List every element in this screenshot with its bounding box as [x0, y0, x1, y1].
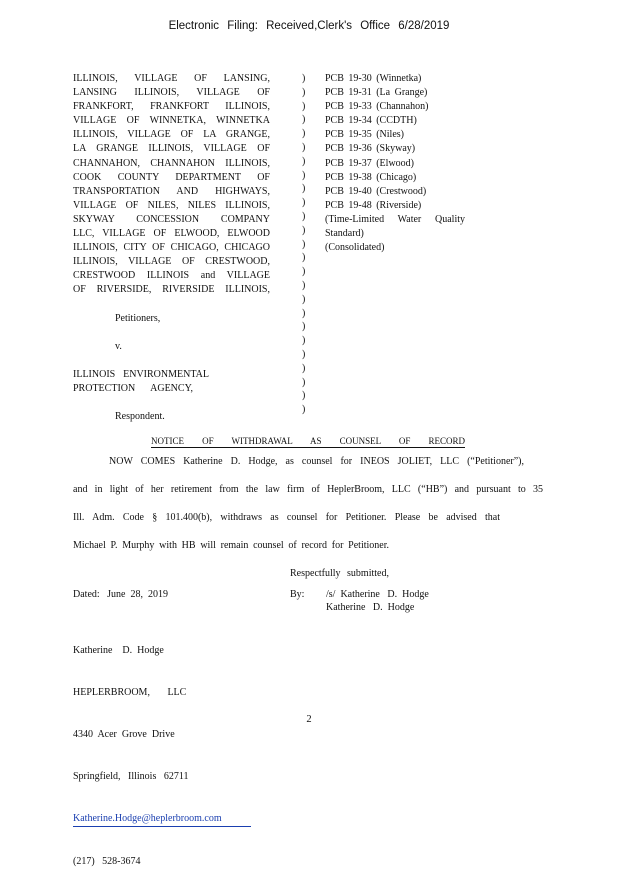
efiling-header: Electronic Filing: Received,Clerk's Office 6/28/2019 — [168, 20, 450, 32]
case-number: PCB 19-35 (Niles) — [325, 129, 404, 141]
petitioner-line: ILLINOIS, VILLAGE OF LANSING, — [73, 73, 270, 84]
case-number: PCB 19-37 (Elwood) — [325, 157, 414, 169]
caption-paren: ) — [302, 86, 306, 98]
caption-paren: ) — [302, 141, 306, 153]
case-number: PCB 19-30 (Winnetka) — [325, 73, 422, 84]
petitioner-line: TRANSPORTATION AND HIGHWAYS, — [73, 185, 270, 197]
dated-line: Dated: June 28, 2019 — [73, 589, 168, 600]
caption-paren: ) — [302, 128, 306, 140]
contact-phone: (217) 528-3674 — [73, 856, 141, 867]
case-number: PCB 19-38 (Chicago) — [325, 171, 417, 183]
notice-body-line — [109, 456, 524, 467]
body-line-3: Ill. Adm. Code § 101.400(b), withdraws as counsel for Petitioner. Please be advised that — [73, 512, 500, 523]
caption-paren: ) — [302, 183, 306, 195]
petitioner-line: ILLINOIS, VILLAGE OF CRESTWOOD, — [73, 256, 270, 268]
notice-body-line — [73, 484, 543, 495]
caption-paren: ) — [302, 307, 306, 319]
page-number: 2 — [306, 714, 312, 725]
case-note: Standard) — [325, 228, 364, 240]
caption-paren: ) — [302, 252, 306, 264]
petitioner-line: ILLINOIS, VILLAGE OF LA GRANGE, — [73, 129, 270, 141]
petitioner-line: SKYWAY CONCESSION COMPANY — [73, 213, 270, 225]
caption-paren: ) — [302, 197, 306, 209]
contact-firm: HEPLERBROOM, LLC — [73, 687, 187, 698]
caption-paren: ) — [302, 238, 306, 250]
petitioner-line: OF RIVERSIDE, RIVERSIDE ILLINOIS, — [73, 284, 270, 296]
caption-paren: ) — [302, 279, 306, 291]
contact-address: 4340 Acer Grove Drive — [73, 729, 175, 740]
by-label: By: — [290, 589, 305, 600]
case-note: (Consolidated) — [325, 242, 385, 254]
case-note: (Time-Limited Water Quality — [325, 213, 465, 225]
petitioner-line: VILLAGE OF NILES, NILES ILLINOIS, — [73, 199, 270, 211]
caption-paren: ) — [302, 376, 306, 388]
notice-title: NOTICE OF WITHDRAWAL AS COUNSEL OF RECORD — [151, 436, 465, 446]
respondent-line: PROTECTION AGENCY, — [73, 383, 193, 395]
caption-paren: ) — [302, 404, 306, 416]
case-number: PCB 19-48 (Riverside) — [325, 199, 422, 211]
caption-paren: ) — [302, 321, 306, 333]
petitioners-label: Petitioners, — [115, 312, 161, 324]
signature-line: /s/ Katherine D. Hodge — [326, 589, 429, 600]
caption-paren: ) — [302, 362, 306, 374]
contact-email-link[interactable]: Katherine.Hodge@heplerbroom.com — [73, 812, 251, 827]
versus-label: v. — [115, 340, 122, 352]
caption-paren: ) — [302, 73, 306, 84]
body-line-2: and in light of her retirement from the law firm of HeplerBroom, LLC (“HB”) and pursuant to 35 — [73, 484, 543, 495]
petitioner-line: CHANNAHON, CHANNAHON ILLINOIS, — [73, 157, 270, 169]
case-number: PCB 19-34 (CCDTH) — [325, 115, 417, 127]
signer-name: Katherine D. Hodge — [326, 602, 415, 613]
notice-body-line — [73, 512, 500, 523]
caption-parentheses — [302, 72, 310, 417]
petitioner-line: LA GRANGE ILLINOIS, VILLAGE OF — [73, 143, 270, 155]
case-number: PCB 19-31 (La Grange) — [325, 87, 428, 99]
caption-paren: ) — [302, 169, 306, 181]
contact-name: Katherine D. Hodge — [73, 645, 164, 656]
case-number: PCB 19-40 (Crestwood) — [325, 185, 427, 197]
case-number: PCB 19-36 (Skyway) — [325, 143, 416, 155]
contact-block — [73, 616, 251, 883]
caption-paren: ) — [302, 390, 306, 402]
caption-paren: ) — [302, 266, 306, 278]
petitioner-line: ILLINOIS, CITY OF CHICAGO, CHICAGO — [73, 242, 270, 254]
caption-paren: ) — [302, 335, 306, 347]
caption-paren: ) — [302, 100, 306, 112]
caption-paren: ) — [302, 224, 306, 236]
body-line-1: NOW COMES Katherine D. Hodge, as counsel for INEOS JOLIET, LLC (“Petitioner”), — [109, 456, 524, 467]
caption-parties — [73, 72, 270, 424]
petitioner-line: COOK COUNTY DEPARTMENT OF — [73, 171, 270, 183]
respectfully-submitted: Respectfully submitted, — [290, 568, 389, 579]
respondent-line: ILLINOIS ENVIRONMENTAL — [73, 368, 209, 380]
contact-city: Springfield, Illinois 62711 — [73, 771, 189, 782]
caption-paren: ) — [302, 293, 306, 305]
caption-paren: ) — [302, 155, 306, 167]
petitioner-line: CRESTWOOD ILLINOIS and VILLAGE — [73, 270, 270, 282]
respondent-label: Respondent. — [115, 411, 165, 423]
caption-paren: ) — [302, 210, 306, 222]
petitioner-line: LLC, VILLAGE OF ELWOOD, ELWOOD — [73, 228, 270, 240]
caption-paren: ) — [302, 114, 306, 126]
case-number: PCB 19-33 (Channahon) — [325, 101, 429, 113]
notice-body-line — [73, 540, 389, 551]
petitioner-line: LANSING ILLINOIS, VILLAGE OF — [73, 87, 270, 99]
petitioner-line: FRANKFORT, FRANKFORT ILLINOIS, — [73, 101, 270, 113]
body-line-4: Michael P. Murphy with HB will remain counsel of record for Petitioner. — [73, 540, 389, 551]
case-numbers — [325, 72, 465, 255]
petitioner-line: VILLAGE OF WINNETKA, WINNETKA — [73, 115, 270, 127]
caption-paren: ) — [302, 348, 306, 360]
